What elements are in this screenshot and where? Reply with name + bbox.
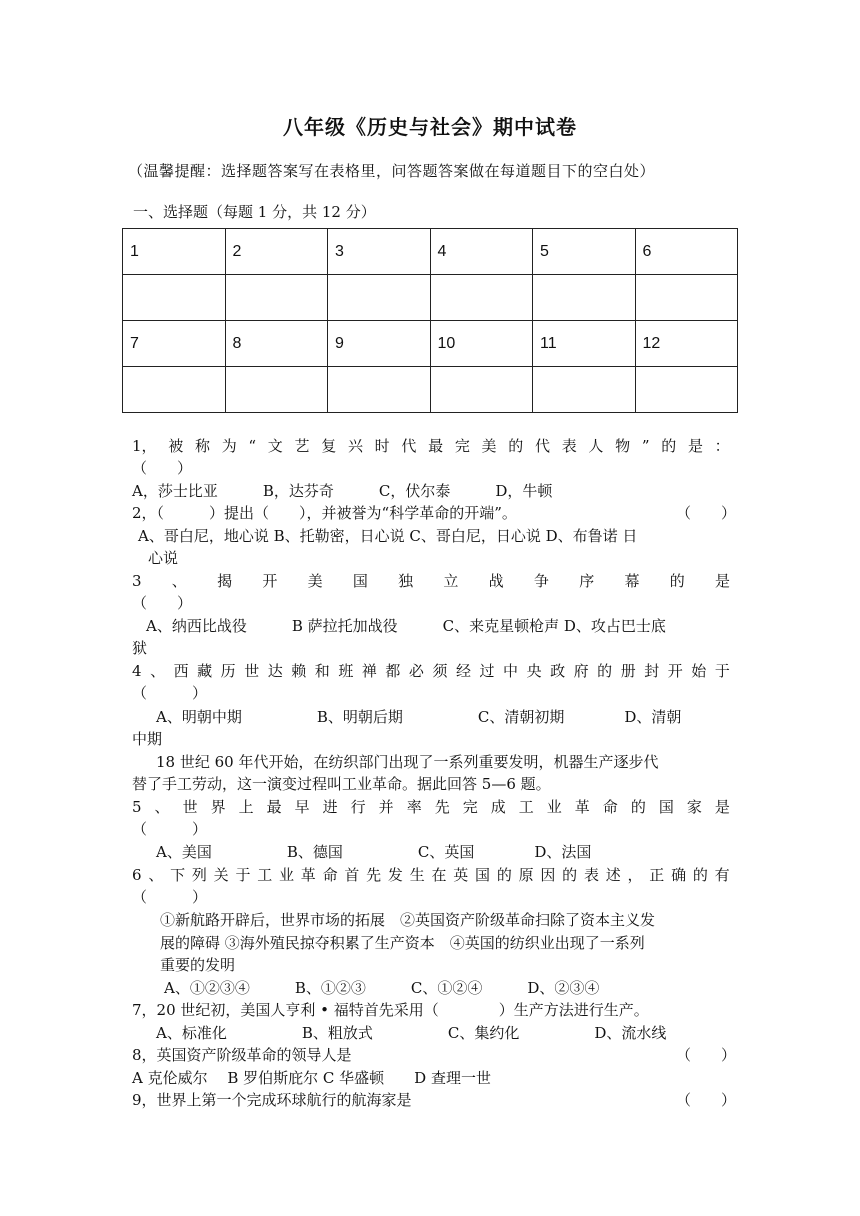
question-8-options: A 克伦威尔 B 罗伯斯庇尔 C 华盛顿 D 查理一世 <box>132 1069 491 1087</box>
question-9-paren: （ ） <box>676 1091 737 1109</box>
question-1-stem: 1， 被 称 为 “ 文 艺 复 兴 时 代 最 完 美 的 代 表 人 物 ” 的 是 ： <box>132 437 730 455</box>
table-row-numbers-2 <box>123 321 738 367</box>
question-3-paren: （ ） <box>132 594 193 612</box>
question-1-paren: （ ） <box>132 459 193 477</box>
answer-cell[interactable] <box>123 275 226 321</box>
table-cell: 1 <box>123 229 226 275</box>
question-7-options: A、标准化 B、粗放式 C、集约化 D、流水线 <box>156 1024 667 1042</box>
question-9-stem: 9，世界上第一个完成环球航行的航海家是 <box>132 1091 412 1109</box>
table-cell: 12 <box>635 321 738 367</box>
answer-cell[interactable] <box>225 275 328 321</box>
answer-cell[interactable] <box>635 367 738 413</box>
table-cell: 6 <box>635 229 738 275</box>
answer-cell[interactable] <box>225 367 328 413</box>
table-row-answers-1 <box>123 275 738 321</box>
table-cell: 10 <box>430 321 533 367</box>
question-5-options: A、美国 B、德国 C、英国 D、法国 <box>156 843 592 861</box>
table-cell: 7 <box>123 321 226 367</box>
question-6-options: A、①②③④ B、①②③ C、①②④ D、②③④ <box>164 979 600 997</box>
passage-text-line-1: 18 世纪 60 年代开始，在纺织部门出现了一系列重要发明，机器生产逐步代 <box>156 753 659 771</box>
table-cell: 11 <box>533 321 636 367</box>
table-cell: 3 <box>328 229 431 275</box>
question-6-item-line-1: ①新航路开辟后，世界市场的拓展 ②英国资产阶级革命扫除了资本主义发 <box>160 911 656 929</box>
question-3-options: A、纳西比战役 B 萨拉托加战役 C、来克星顿枪声 D、攻占巴士底 <box>146 617 666 635</box>
answer-cell[interactable] <box>430 275 533 321</box>
table-cell: 8 <box>225 321 328 367</box>
table-cell: 5 <box>533 229 636 275</box>
question-1-options: A，莎士比亚 B，达芬奇 C，伏尔泰 D，牛顿 <box>132 482 553 500</box>
question-2-options: A、哥白尼，地心说 B、托勒密，日心说 C、哥白尼，日心说 D、布鲁诺 日 <box>138 527 638 545</box>
answer-cell[interactable] <box>123 367 226 413</box>
question-6-stem: 6 、 下 列 关 于 工 业 革 命 首 先 发 生 在 英 国 的 原 因 的 表 述 ， 正 确 的 有 <box>132 866 730 884</box>
question-5-stem: 5 、 世 界 上 最 早 进 行 并 率 先 完 成 工 业 革 命 的 国 家 是 <box>132 798 730 816</box>
answer-table <box>122 228 738 413</box>
table-row-numbers-1 <box>123 229 738 275</box>
table-cell: 2 <box>225 229 328 275</box>
question-8-stem: 8，英国资产阶级革命的领导人是 <box>132 1046 352 1064</box>
question-4-options-cont: 中期 <box>132 730 163 748</box>
question-8-paren: （ ） <box>676 1046 737 1064</box>
question-3-stem: 3 、 揭 开 美 国 独 立 战 争 序 幕 的 是 <box>132 572 730 590</box>
question-6-paren: （ ） <box>132 888 208 906</box>
answer-cell[interactable] <box>533 275 636 321</box>
section-heading-choice: 一、选择题（每题 1 分，共 12 分） <box>133 203 376 221</box>
answer-cell[interactable] <box>328 275 431 321</box>
answer-cell[interactable] <box>328 367 431 413</box>
page-title: 八年级《历史与社会》期中试卷 <box>283 115 577 139</box>
question-2-paren: （ ） <box>676 504 737 522</box>
question-4-options: A、明朝中期 B、明朝后期 C、清朝初期 D、清朝 <box>156 708 682 726</box>
question-5-paren: （ ） <box>132 820 208 838</box>
question-7-stem: 7，20 世纪初，美国人亨利 • 福特首先采用（ ）生产方法进行生产。 <box>132 1001 649 1019</box>
question-4-paren: （ ） <box>132 684 208 702</box>
table-cell: 9 <box>328 321 431 367</box>
question-2-stem: 2，（ ）提出（ ），并被誉为“科学革命的开端”。 <box>132 504 517 522</box>
question-6-item-line-2: 展的障碍 ③海外殖民掠夺积累了生产资本 ④英国的纺织业出现了一系列 <box>160 934 645 952</box>
answer-cell[interactable] <box>430 367 533 413</box>
question-4-stem: 4 、 西 藏 历 世 达 赖 和 班 禅 都 必 须 经 过 中 央 政 府 的 册 封 开 始 于 <box>132 662 730 680</box>
passage-text-line-2: 替了手工劳动，这一演变过程叫工业革命。据此回答 5—6 题。 <box>132 775 551 793</box>
table-row-answers-2 <box>123 367 738 413</box>
instructions-tip: （温馨提醒：选择题答案写在表格里，问答题答案做在每道题目下的空白处） <box>128 162 656 180</box>
answer-cell[interactable] <box>533 367 636 413</box>
table-cell: 4 <box>430 229 533 275</box>
question-6-item-line-3: 重要的发明 <box>160 956 236 974</box>
question-2-options-cont: 心说 <box>148 549 179 567</box>
answer-cell[interactable] <box>635 275 738 321</box>
question-3-options-cont: 狱 <box>132 639 148 657</box>
